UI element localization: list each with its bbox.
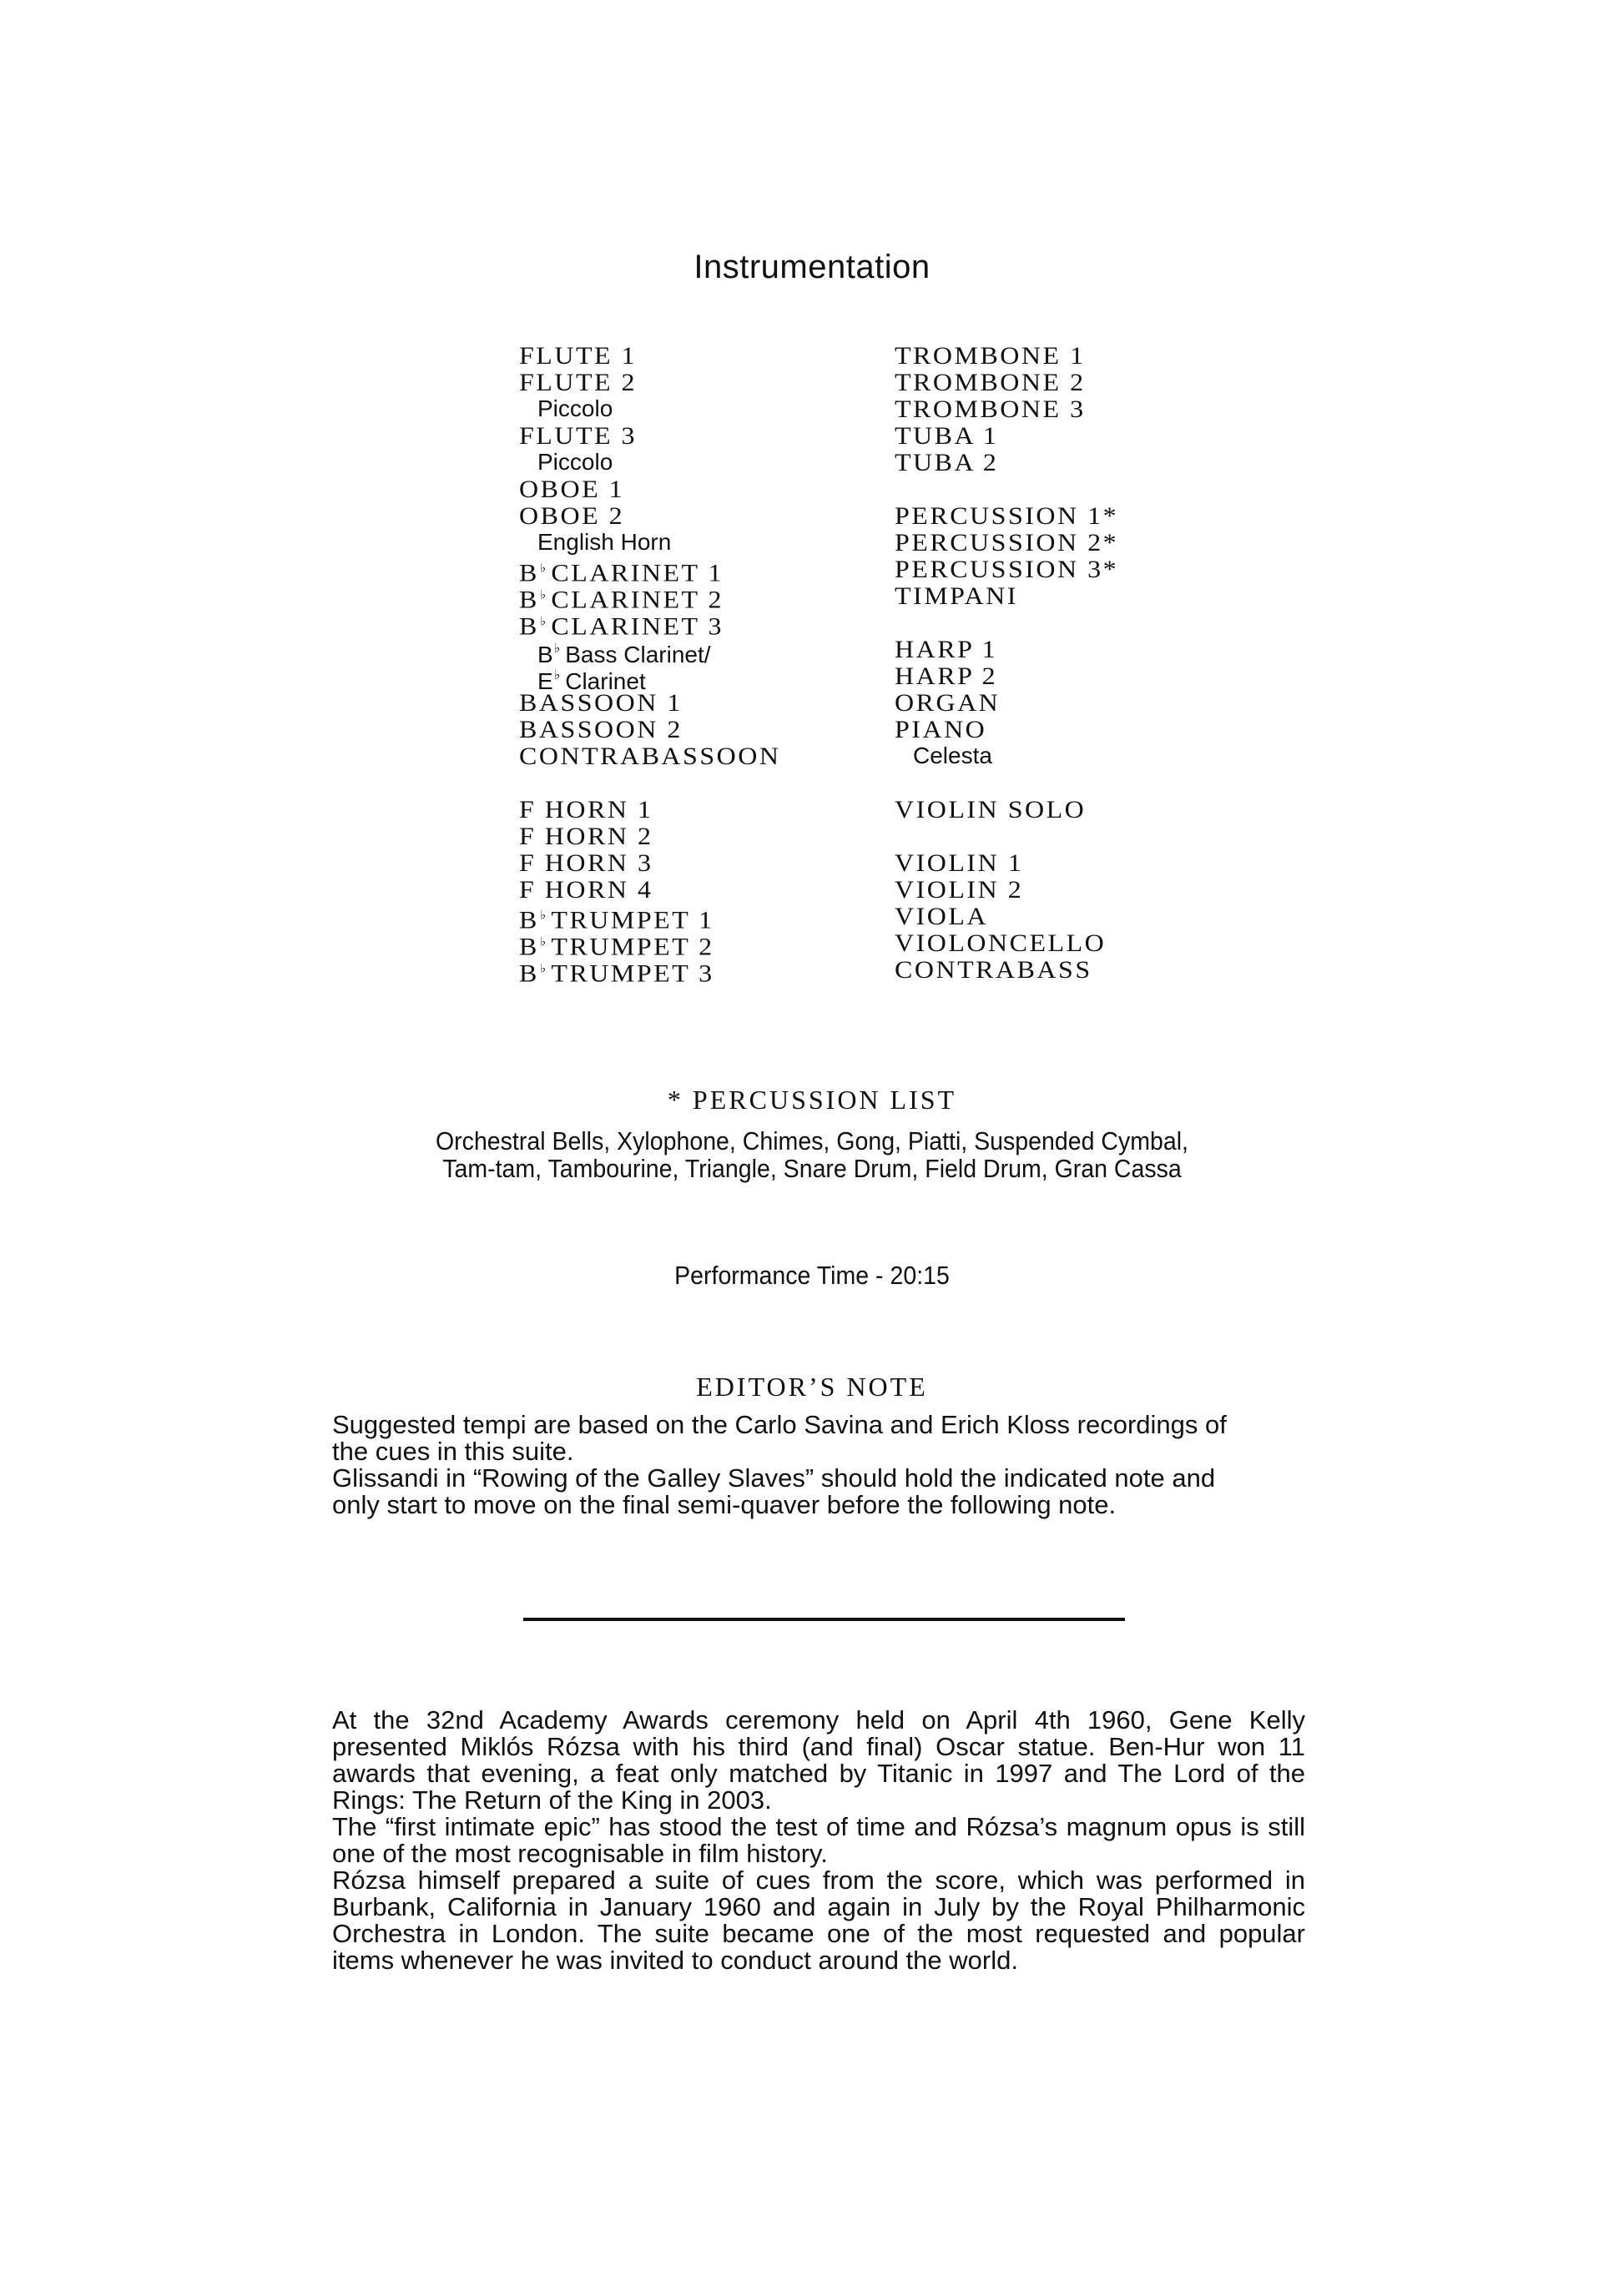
- history-paragraph: Rózsa himself prepared a suite of cues from the score, which was performed in Burbank, California in January 1960 and again in July by the Royal Philharmonic Orchestra in London. The suite became one of the most requested and popular items whenever he was invited to conduct around the world.: [332, 1866, 1305, 1975]
- instrument-part: [895, 395, 1262, 423]
- instrument-part: [519, 688, 886, 717]
- instrument-label: CLARINET 1: [551, 559, 724, 587]
- key-letter: B: [519, 959, 539, 988]
- instrument-part: [895, 421, 1262, 450]
- instrument-label: HARP 1: [895, 635, 998, 663]
- history-paragraph: At the 32nd Academy Awards ceremony held on April 4th 1960, Gene Kelly presented Miklós Rózsa with his third (and final) Oscar statue. Ben-Hur won 11 awards that evening, a feat only matched by Titanic in 1997 and The Lord of the Rings: The Return of the King in 2003.: [332, 1705, 1305, 1815]
- key-letter: B: [519, 559, 539, 587]
- flat-icon: ♭: [539, 962, 547, 976]
- key-letter: B: [519, 906, 539, 934]
- editors-note-body: [332, 1412, 1267, 1518]
- instrument-label: VIOLIN SOLO: [895, 795, 1087, 823]
- instrument-part: [895, 582, 1262, 610]
- instrument-part: [895, 341, 1262, 370]
- instrument-label: VIOLIN 2: [895, 875, 1024, 904]
- key-letter: B: [537, 642, 553, 667]
- instrument-label: ORGAN: [895, 688, 1001, 717]
- key-letter: E: [537, 668, 553, 694]
- instrument-label: Piccolo: [537, 449, 613, 475]
- instrument-spacer: [895, 823, 1262, 849]
- percussion-list-heading: * PERCUSSION LIST: [667, 1085, 957, 1115]
- instrument-part: [895, 875, 1262, 904]
- instrument-label: TUBA 2: [895, 448, 999, 476]
- flat-icon: ♭: [539, 615, 547, 629]
- editors-note-heading: EDITOR’S NOTE: [696, 1372, 928, 1402]
- key-letter: B: [519, 612, 539, 641]
- flat-icon: ♭: [539, 909, 547, 923]
- flat-icon: ♭: [553, 642, 561, 656]
- instrument-label: FLUTE 1: [519, 341, 638, 370]
- history-paragraph: The “first intimate epic” has stood the test of time and Rózsa’s magnum opus is still one of the most recognisable in film history.: [332, 1812, 1305, 1868]
- instrument-part: [519, 930, 886, 961]
- performance-time: Performance Time - 20:15: [674, 1261, 950, 1290]
- instrument-label: OBOE 1: [519, 475, 625, 503]
- instrument-part: [519, 904, 886, 934]
- instrument-label: FLUTE 2: [519, 368, 638, 396]
- instrument-label: PERCUSSION 3*: [895, 555, 1119, 583]
- instrument-label: Clarinet: [565, 668, 646, 694]
- instrument-spacer: [895, 609, 1262, 636]
- key-letter: B: [519, 933, 539, 961]
- instrument-part: [519, 476, 886, 501]
- instrument-label: Piccolo: [537, 395, 613, 421]
- instrument-part: [895, 848, 1262, 877]
- editors-note-paragraph: Glissandi in “Rowing of the Galley Slaves” should hold the indicated note and only start to move on the final semi-quaver before the following note.: [332, 1463, 1216, 1519]
- instrument-label: TIMPANI: [895, 582, 1018, 610]
- instrument-label: Celesta: [913, 743, 992, 768]
- instrument-label: TROMBONE 1: [895, 341, 1086, 370]
- instrument-label: CONTRABASS: [895, 955, 1092, 984]
- instrument-part: [895, 662, 1262, 690]
- instrument-part: [895, 370, 1262, 394]
- instrument-label: CLARINET 3: [551, 612, 724, 641]
- instrument-label: VIOLIN 1: [895, 848, 1024, 877]
- instrument-part: [519, 341, 886, 370]
- percussion-list-line-2: Tam-tam, Tambourine, Triangle, Snare Drum, Field Drum, Gran Cassa: [442, 1154, 1182, 1183]
- instrument-label: F HORN 4: [519, 875, 653, 904]
- instrument-label: CLARINET 2: [551, 586, 724, 614]
- instrument-part: [519, 797, 886, 821]
- instrument-label: OBOE 2: [519, 501, 625, 530]
- instrument-label: PIANO: [895, 715, 987, 743]
- editors-note-paragraph: Suggested tempi are based on the Carlo Savina and Erich Kloss recordings of the cues in this suite.: [332, 1410, 1227, 1466]
- instrument-label: English Horn: [537, 529, 672, 555]
- instrument-part: [519, 610, 886, 641]
- instrument-label: PERCUSSION 2*: [895, 528, 1119, 556]
- instrument-part: [519, 823, 886, 848]
- instrument-label: TROMBONE 2: [895, 368, 1086, 396]
- instrument-doubling: [519, 395, 886, 422]
- instrument-doubling: [519, 529, 886, 556]
- flat-icon: ♭: [553, 668, 561, 682]
- flat-icon: ♭: [539, 588, 547, 602]
- instrument-part: [895, 717, 1262, 741]
- key-letter: B: [519, 586, 539, 614]
- instrument-part: [895, 904, 1262, 928]
- instrument-label: BASSOON 1: [519, 688, 683, 717]
- section-divider: [523, 1618, 1125, 1621]
- instrument-label: FLUTE 3: [519, 421, 638, 450]
- instrument-label: PERCUSSION 1*: [895, 501, 1119, 530]
- instrument-part: [895, 637, 1262, 661]
- history-body: [332, 1707, 1305, 1974]
- instrument-part: [519, 957, 886, 988]
- instrument-part: [519, 556, 886, 587]
- percussion-list-line-1: Orchestral Bells, Xylophone, Chimes, Gong, Piatti, Suspended Cymbal,: [435, 1126, 1188, 1156]
- instrument-part: [519, 717, 886, 741]
- instrument-spacer: [895, 769, 1262, 796]
- instrument-part: [895, 688, 1262, 717]
- instrument-part: [895, 797, 1262, 821]
- instrument-label: F HORN 3: [519, 848, 653, 877]
- instrument-label: TRUMPET 2: [551, 933, 714, 961]
- instrument-part: [895, 501, 1262, 530]
- instrument-part: [519, 743, 886, 768]
- instrument-part: [519, 421, 886, 450]
- instrument-part: [895, 556, 1262, 581]
- instrument-part: [519, 848, 886, 877]
- instrument-label: BASSOON 2: [519, 715, 683, 743]
- instrument-part: [895, 530, 1262, 554]
- instrument-part: [519, 501, 886, 530]
- instrument-part: [519, 370, 886, 394]
- instrument-part: [895, 955, 1262, 984]
- flat-icon: ♭: [539, 561, 547, 576]
- instrument-list-left: [519, 341, 886, 988]
- instrument-label: VIOLA: [895, 902, 989, 930]
- flat-icon: ♭: [539, 935, 547, 949]
- instrument-doubling: [895, 743, 1262, 769]
- instrument-spacer: [895, 476, 1262, 502]
- instrument-label: TUBA 1: [895, 421, 999, 450]
- instrument-label: TROMBONE 3: [895, 395, 1086, 423]
- instrument-label: HARP 2: [895, 662, 998, 690]
- instrument-label: F HORN 1: [519, 795, 653, 823]
- instrument-spacer: [519, 769, 886, 796]
- instrument-label: VIOLONCELLO: [895, 929, 1107, 957]
- instrument-list-right: [895, 342, 1262, 983]
- instrument-label: Bass Clarinet/: [565, 642, 711, 667]
- instrument-doubling: [519, 449, 886, 476]
- page-title: Instrumentation: [693, 249, 931, 285]
- instrument-part: [519, 875, 886, 904]
- instrument-part: [895, 929, 1262, 957]
- instrument-label: CONTRABASSOON: [519, 742, 781, 770]
- instrument-label: TRUMPET 1: [551, 906, 714, 934]
- instrument-part: [519, 583, 886, 614]
- instrument-part: [895, 450, 1262, 474]
- instrument-label: F HORN 2: [519, 822, 653, 850]
- instrument-label: TRUMPET 3: [551, 959, 714, 988]
